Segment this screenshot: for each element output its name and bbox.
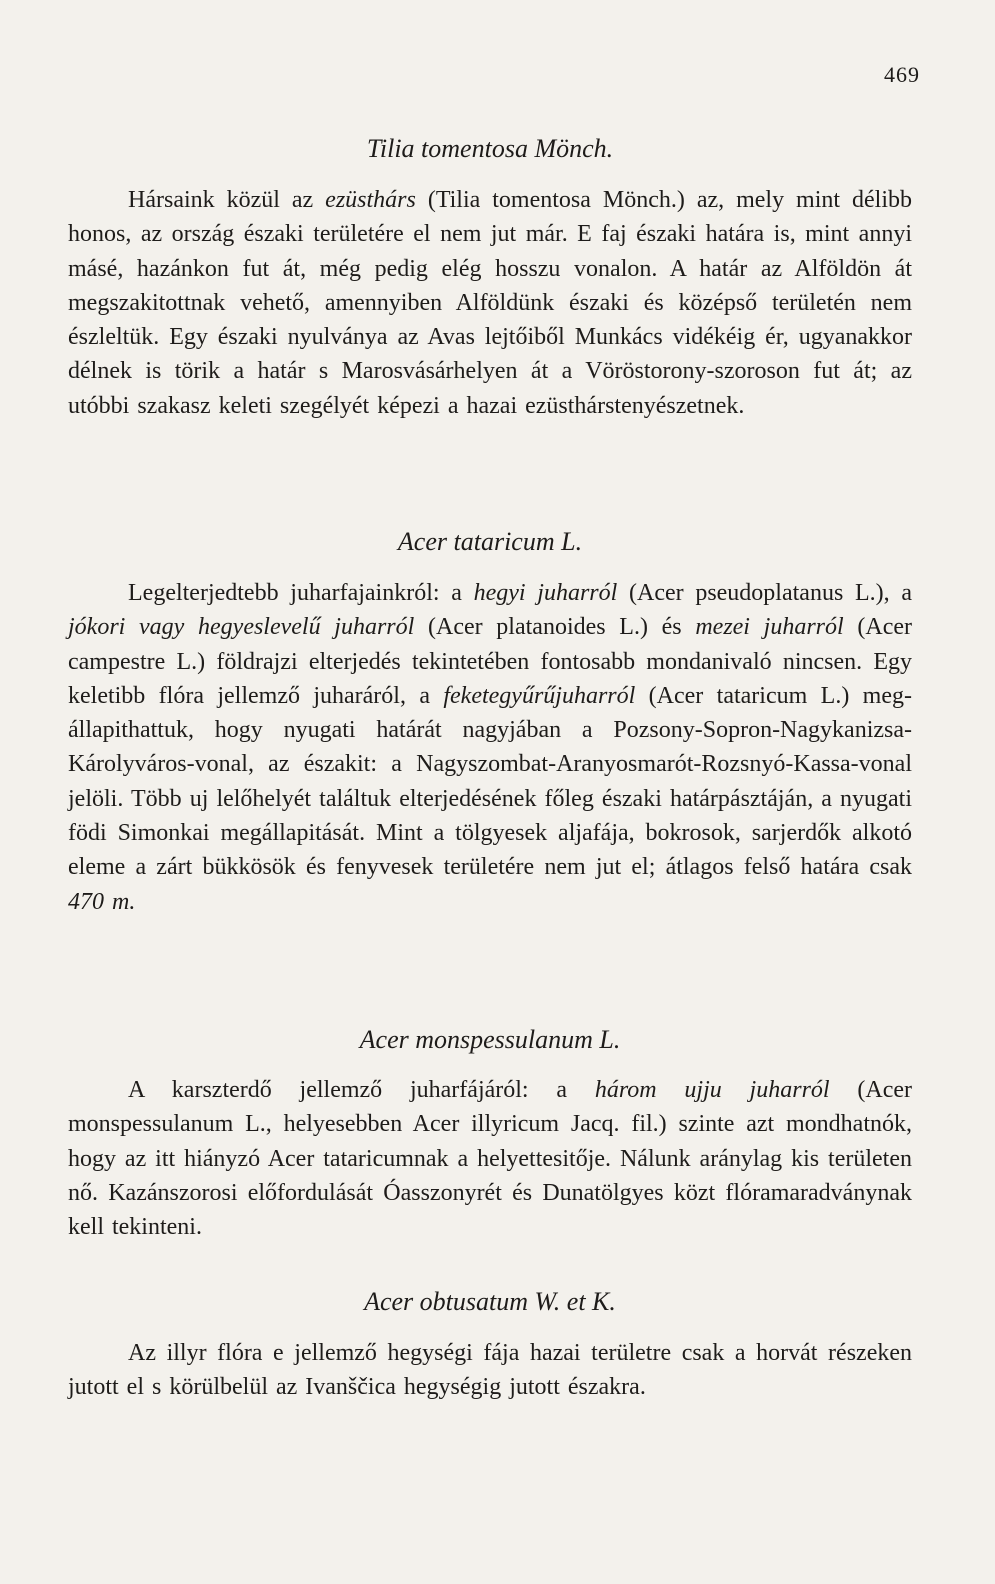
text-run: (Acer platanoides L.) és (414, 614, 696, 641)
text-run: (Acer campestre L.) földrajzi elterjedés tekintetében fontosabb mondanivaló nincsen. Egy keletibb flóra jellemző juharáról, a (68, 614, 912, 709)
text-run: (Acer tataricum L.) megállapithattuk, hogy nyugati határát nagyjában a Pozsony-Sopron-Nagykanizsa-Károlyváros-vonal, az északit: a Nagyszombat-Aranyosmarót-Rozsnyó-Kassa-vonal jelöli. Több uj lelőhelyét találtuk elterjedésének főleg északi határpásztáján, a nyugati födi Simonkai megállapitását. Mint a tölgyesek aljafája, bokrosok, sarjerdők alkotó eleme a zárt bükkösök és fenyvesek területére nem jut el; átlagos felső határa csak (68, 682, 912, 881)
section-heading-tilia-tomentosa: Tilia tomentosa Mönch. (366, 134, 614, 163)
paragraph-acer-obtusatum (68, 1336, 912, 1405)
italic-term: hegyi juharról (473, 580, 618, 606)
paragraph-tilia-tomentosa (68, 183, 912, 423)
italic-term: feketegyűrűjuharról (443, 682, 636, 709)
text-run: Hársaink közül az (128, 187, 326, 213)
text-run: (Tilia tomentosa Mönch.) az, mely mint délibb honos, az ország északi területére el nem jut már. E faj északi határa is, mint annyi másé, hazánkon fut át, még pedig elég hosszu vonalon. A határ az Alföldön át megszakitottnak vehető, amennyiben Alföldünk északi és középső területén nem észleltük. Egy északi nyulványa az Avas lejtőiből Munkács vidékéig ér, ugyanakkor délnek is törik a határ s Marosvásárhelyen át a Vöröstorony-szoroson fut át; az utóbbi szakasz keleti szegélyét képezi a hazai ezüsthárstenyészetnek. (68, 187, 913, 419)
text-run: A karszterdő jellemző juharfájáról: a (128, 1077, 595, 1103)
paragraph-acer-tataricum (68, 576, 912, 919)
paragraph-acer-monspessulanum (68, 1073, 912, 1244)
italic-term: jókori vagy hegyeslevelű juharról (68, 614, 415, 641)
text-run: Az illyr flóra e jellemző hegységi fája hazai területre csak a horvát részeken jutott el s körülbelül az Ivanščica hegységig jutott északra. (68, 1340, 912, 1401)
section-heading-acer-monspessulanum: Acer monspessulanum L. (359, 1025, 621, 1054)
text-run: (Acer pseudoplatanus L.), a (617, 580, 912, 606)
page-number: 469 (884, 62, 920, 87)
italic-term: három ujju juharról (594, 1077, 830, 1103)
text-run: Legelterjedtebb juharfajainkról: a (128, 580, 474, 606)
italic-term: mezei juharról (695, 614, 844, 641)
text-run: (Acer monspessulanum L., helyesebben Acer illyricum Jacq. fil.) szinte azt mondhatnók, hogy az itt hiányzó Acer tataricumnak a helyettesitője. Nálunk aránylag kis területen nő. Kazánszorosi előfordulását Óasszonyrét és Dunatölgyes közt flóramaradványnak kell tekinteni. (68, 1077, 912, 1241)
italic-term: ezüsthárs (325, 187, 416, 213)
italic-term: 470 m. (68, 888, 136, 915)
section-heading-acer-obtusatum: Acer obtusatum W. et K. (364, 1287, 616, 1316)
section-heading-acer-tataricum: Acer tataricum L. (397, 527, 583, 556)
